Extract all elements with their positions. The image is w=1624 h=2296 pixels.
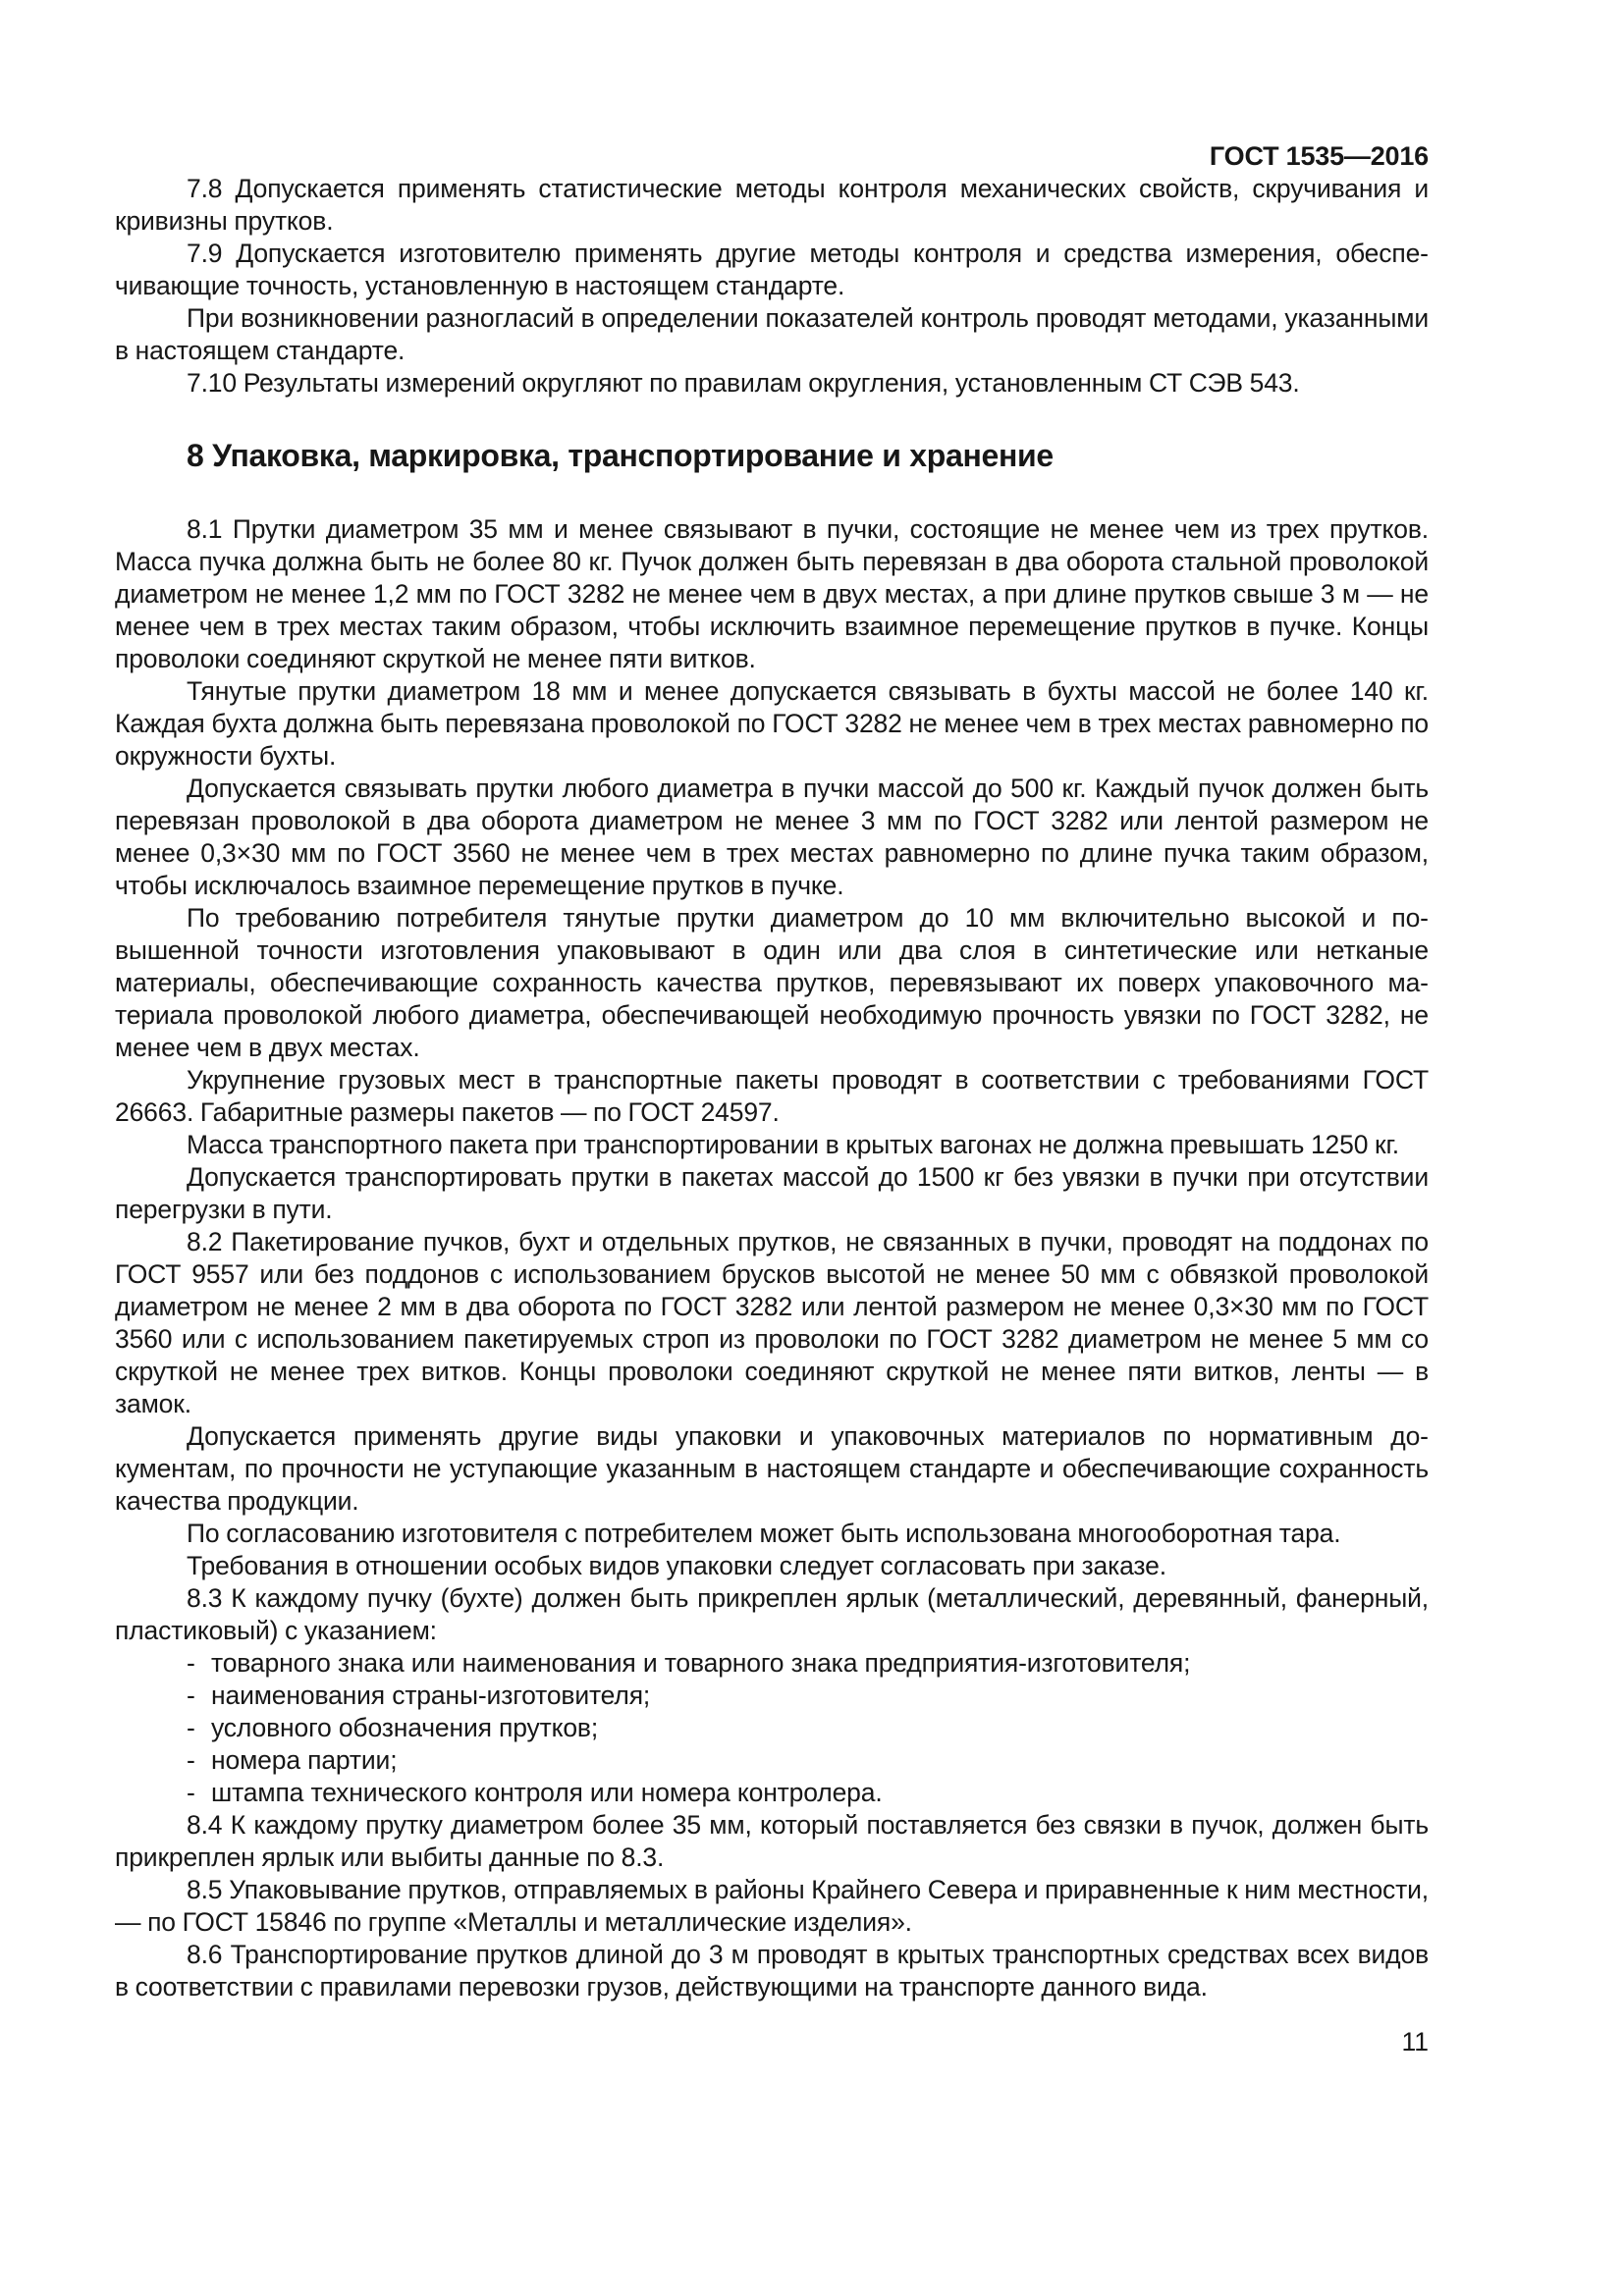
paragraph-8-2-other-packaging: Допускается применять другие виды упаковки и упаковочных материалов по нормативным документам, по прочности не уступающие указанным в настоящем стандарте и обеспечивающие сохранность качества продукции. — [115, 1421, 1429, 1516]
paragraph-7-9: 7.9 Допускается изготовителю применять другие методы контроля и средства измерения, обеспечивающие точность, установленную в настоящем стандарте. — [115, 239, 1429, 300]
page-number: 11 — [1401, 2027, 1429, 2056]
list-dash: - — [187, 1745, 195, 1775]
list-item-text: номера партии; — [211, 1745, 398, 1775]
paragraph-8-2-special-requirements: Требования в отношении особых видов упаковки следует согласовать при заказе. — [187, 1551, 1166, 1580]
list-item-control-stamp — [115, 1777, 1429, 1809]
list-dash: - — [187, 1648, 195, 1678]
list-item-text: условного обозначения прутков; — [211, 1713, 599, 1742]
paragraph-7-8: 7.8 Допускается применять статистические методы контроля механических свойств, скручивания и кривизны прутков. — [115, 174, 1429, 236]
list-item-designation — [115, 1712, 1429, 1744]
paragraph-8-6: 8.6 Транспортирование прутков длиной до 3 м проводят в крытых транспортных средствах всех видов в соответствии с правилами перевозки грузов, действующими на транспорте данного вида. — [115, 1940, 1429, 2002]
list-dash: - — [187, 1713, 195, 1742]
list-item-batch-number — [115, 1744, 1429, 1777]
list-item-text: наименования страны-изготовителя; — [211, 1681, 651, 1710]
paragraph-8-4: 8.4 К каждому прутку диаметром более 35 мм, который поставляется без связки в пучок, должен быть прикреплен ярлык или выбиты данные по 8.3. — [115, 1810, 1429, 1872]
paragraph-8-5: 8.5 Упаковывание прутков, отправляемых в районы Крайнего Севера и приравненные к ним местности, — по ГОСТ 15846 по группе «Металлы и металлические изделия». — [115, 1875, 1429, 1937]
paragraph-8-1-any-diameter: Допускается связывать прутки любого диаметра в пучки массой до 500 кг. Каждый пучок должен быть перевязан проволокой в два оборота диаметром не менее 3 мм по ГОСТ 3282 или лентой размером не менее 0,3×30 мм по ГОСТ 3560 не менее чем в трех местах равномерно по длине пучка таким образом, чтобы исключалось взаимное перемещение прутков в пучке. — [115, 774, 1429, 900]
paragraph-8-1-package-mass: Масса транспортного пакета при транспортировании в крытых вагонах не должна превышать 1250 кг. — [187, 1130, 1399, 1159]
running-header-doc-code: ГОСТ 1535—2016 — [1209, 141, 1429, 171]
list-item-trademark — [115, 1647, 1429, 1680]
section-8-heading: 8 Упаковка, маркировка, транспортирование и хранение — [187, 438, 1054, 473]
paragraph-8-1: 8.1 Прутки диаметром 35 мм и менее связывают в пучки, состоящие не менее чем из трех прутков. Масса пучка должна быть не более 80 кг. Пучок должен быть перевязан в два оборота стальной проволокой диаметром не менее 1,2 мм по ГОСТ 3282 не менее чем в двух местах, а при длине прутков свыше 3 м — не менее чем в трех местах таким образом, чтобы исключить взаимное перемещение прутков в пучке. Концы проволоки соединяют скруткой не менее пяти витков. — [115, 514, 1429, 673]
paragraph-8-1-transport-packages: Укрупнение грузовых мест в транспортные пакеты проводят в соответствии с требованиями ГОСТ 26663. Габаритные размеры пакетов — по ГОСТ 24597. — [115, 1065, 1429, 1127]
paragraph-8-1-bundles: Тянутые прутки диаметром 18 мм и менее допускается связывать в бухты массой не более 140 кг. Каждая бухта должна быть перевязана проволокой по ГОСТ 3282 не менее чем в трех местах равномерно по окружности бухты. — [115, 676, 1429, 771]
paragraph-8-2: 8.2 Пакетирование пучков, бухт и отдельных прутков, не связанных в пучки, проводят на поддонах по ГОСТ 9557 или без поддонов с использованием брусков высотой не менее 50 мм с обвязкой проволокой диаметром не менее 2 мм в два оборота по ГОСТ 3282 или лентой размером не менее 0,3×30 мм по ГОСТ 3560 или с использованием пакетируемых строп из проволоки по ГОСТ 3282 диаметром не менее 5 мм со скруткой не менее трех витков. Концы проволоки соединяют скруткой не менее пяти витков, ленты — в замок. — [115, 1227, 1429, 1418]
paragraph-8-3: 8.3 К каждому пучку (бухте) должен быть прикреплен ярлык (металлический, деревянный, фанерный, пластиковый) с указанием: — [115, 1583, 1429, 1645]
list-item-text: товарного знака или наименования и товарного знака предприятия-изготовителя; — [211, 1648, 1191, 1678]
list-item-text: штампа технического контроля или номера контролера. — [211, 1778, 883, 1807]
paragraph-8-1-consumer-request: По требованию потребителя тянутые прутки диаметром до 10 мм включительно высокой и повышенной точности изготовления упаковывают в один или два слоя в синтетические или нетканые материалы, обеспечивающие сохранность качества прутков, перевязывают их поверх упаковочного материала проволокой любого диаметра, обеспечивающей необходимую прочность увязки по ГОСТ 3282, не менее чем в двух местах. — [115, 903, 1429, 1062]
list-dash: - — [187, 1681, 195, 1710]
list-dash: - — [187, 1778, 195, 1807]
paragraph-8-1-transport-allowed: Допускается транспортировать прутки в пакетах массой до 1500 кг без увязки в пучки при отсутствии перегрузки в пути. — [115, 1162, 1429, 1224]
list-item-country — [115, 1680, 1429, 1712]
paragraph-7-9-continuation: При возникновении разногласий в определении показателей контроль проводят методами, указанными в настоящем стандарте. — [115, 303, 1429, 365]
paragraph-8-2-reusable-container: По согласованию изготовителя с потребителем может быть использована многооборотная тара. — [187, 1519, 1341, 1548]
text-block — [115, 0, 1429, 2058]
paragraph-7-10: 7.10 Результаты измерений округляют по правилам округления, установленным СТ СЭВ 543. — [187, 368, 1300, 398]
